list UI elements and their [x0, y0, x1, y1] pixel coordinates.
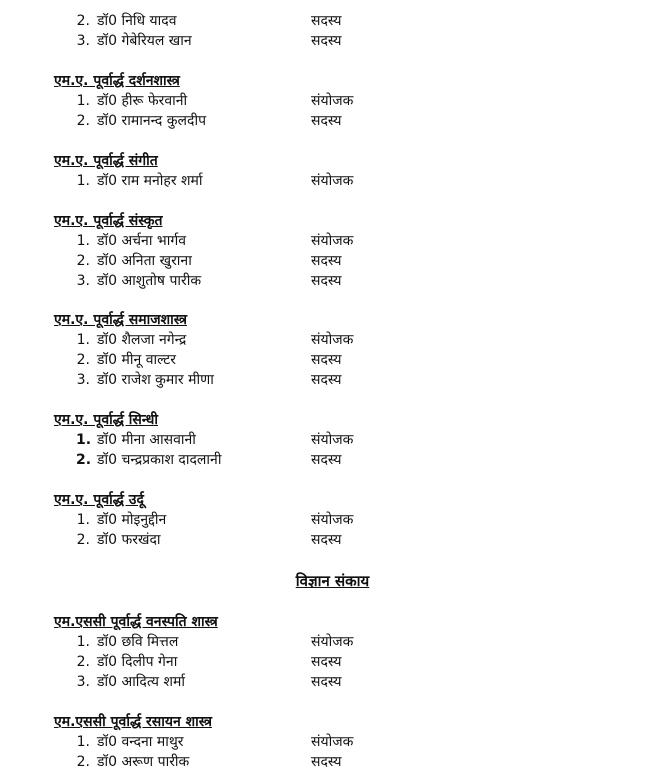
member-number: 2. [76, 754, 90, 770]
member-name: डॉ0 निधि यादव [97, 13, 177, 29]
member-role: सदस्य [311, 654, 342, 670]
member-number: 1. [76, 634, 90, 650]
member-name: डॉ0 वन्दना माथुर [97, 734, 184, 750]
member-role: संयोजक [311, 233, 354, 249]
member-name: डॉ0 आदित्य शर्मा [97, 674, 185, 690]
section-heading-philosophy: एम.ए. पूर्वार्द्ध दर्शनशास्त्र [54, 73, 180, 89]
member-number: 3. [76, 372, 90, 388]
member-role: सदस्य [311, 113, 342, 129]
member-number: 1. [76, 173, 90, 189]
member-name: डॉ0 फरखंदा [97, 532, 161, 548]
member-number: 2. [76, 13, 90, 29]
member-number: 1. [76, 93, 90, 109]
member-number: 2. [76, 452, 92, 468]
member-role: सदस्य [311, 372, 342, 388]
member-number: 3. [76, 674, 90, 690]
member-role: संयोजक [311, 734, 354, 750]
member-name: डॉ0 मोइनुद्दीन [97, 512, 167, 528]
member-number: 1. [76, 332, 90, 348]
member-role: सदस्य [311, 352, 342, 368]
member-name: डॉ0 चन्द्रप्रकाश दादलानी [97, 452, 222, 468]
member-number: 1. [76, 432, 92, 448]
member-role: सदस्य [311, 674, 342, 690]
member-number: 2. [76, 654, 90, 670]
member-role: सदस्य [311, 13, 342, 29]
member-number: 2. [76, 113, 90, 129]
member-role: संयोजक [311, 173, 354, 189]
member-name: डॉ0 अरूण पारीक [97, 754, 190, 770]
member-role: सदस्य [311, 452, 342, 468]
member-name: डॉ0 रामानन्द कुलदीप [97, 113, 207, 129]
faculty-heading: विज्ञान संकाय [295, 572, 370, 590]
member-role: संयोजक [311, 93, 354, 109]
member-name: डॉ0 छवि मित्तल [97, 634, 179, 650]
member-number: 1. [76, 512, 90, 528]
member-role: सदस्य [311, 273, 342, 289]
member-name: डॉ0 राजेश कुमार मीणा [97, 372, 214, 388]
section-heading-sindhi: एम.ए. पूर्वार्द्ध सिन्धी [54, 412, 158, 428]
member-name: डॉ0 गेबेरियल खान [97, 33, 192, 49]
member-number: 2. [76, 532, 90, 548]
member-number: 1. [76, 734, 90, 750]
member-name: डॉ0 हीरू फेरवानी [97, 93, 188, 109]
member-number: 2. [76, 352, 90, 368]
section-heading-urdu: एम.ए. पूर्वार्द्ध उर्दू [54, 492, 144, 508]
member-name: डॉ0 अनिता खुराना [97, 253, 192, 269]
member-name: डॉ0 आशुतोष पारीक [97, 273, 202, 289]
member-role: सदस्य [311, 33, 342, 49]
section-heading-music: एम.ए. पूर्वार्द्ध संगीत [54, 153, 158, 169]
member-name: डॉ0 मीनू वाल्टर [97, 352, 176, 368]
section-heading-chemistry: एम.एससी पूर्वार्द्ध रसायन शास्त्र [54, 714, 212, 730]
member-role: संयोजक [311, 332, 354, 348]
section-heading-botany: एम.एससी पूर्वार्द्ध वनस्पति शास्त्र [54, 614, 218, 630]
member-number: 3. [76, 33, 90, 49]
member-role: सदस्य [311, 754, 342, 770]
member-role: संयोजक [311, 634, 354, 650]
member-role: संयोजक [311, 512, 354, 528]
section-heading-sanskrit: एम.ए. पूर्वार्द्ध संस्कृत [54, 213, 163, 229]
member-role: सदस्य [311, 532, 342, 548]
member-role: सदस्य [311, 253, 342, 269]
member-name: डॉ0 राम मनोहर शर्मा [97, 173, 203, 189]
member-name: डॉ0 मीना आसवानी [97, 432, 196, 448]
member-name: डॉ0 शैलजा नगेन्द्र [97, 332, 187, 348]
member-name: डॉ0 दिलीप गेना [97, 654, 178, 670]
member-name: डॉ0 अर्चना भार्गव [97, 233, 187, 249]
member-number: 2. [76, 253, 90, 269]
member-number: 1. [76, 233, 90, 249]
section-heading-sociology: एम.ए. पूर्वार्द्ध समाजशास्त्र [54, 312, 187, 328]
member-number: 3. [76, 273, 90, 289]
member-role: संयोजक [311, 432, 354, 448]
